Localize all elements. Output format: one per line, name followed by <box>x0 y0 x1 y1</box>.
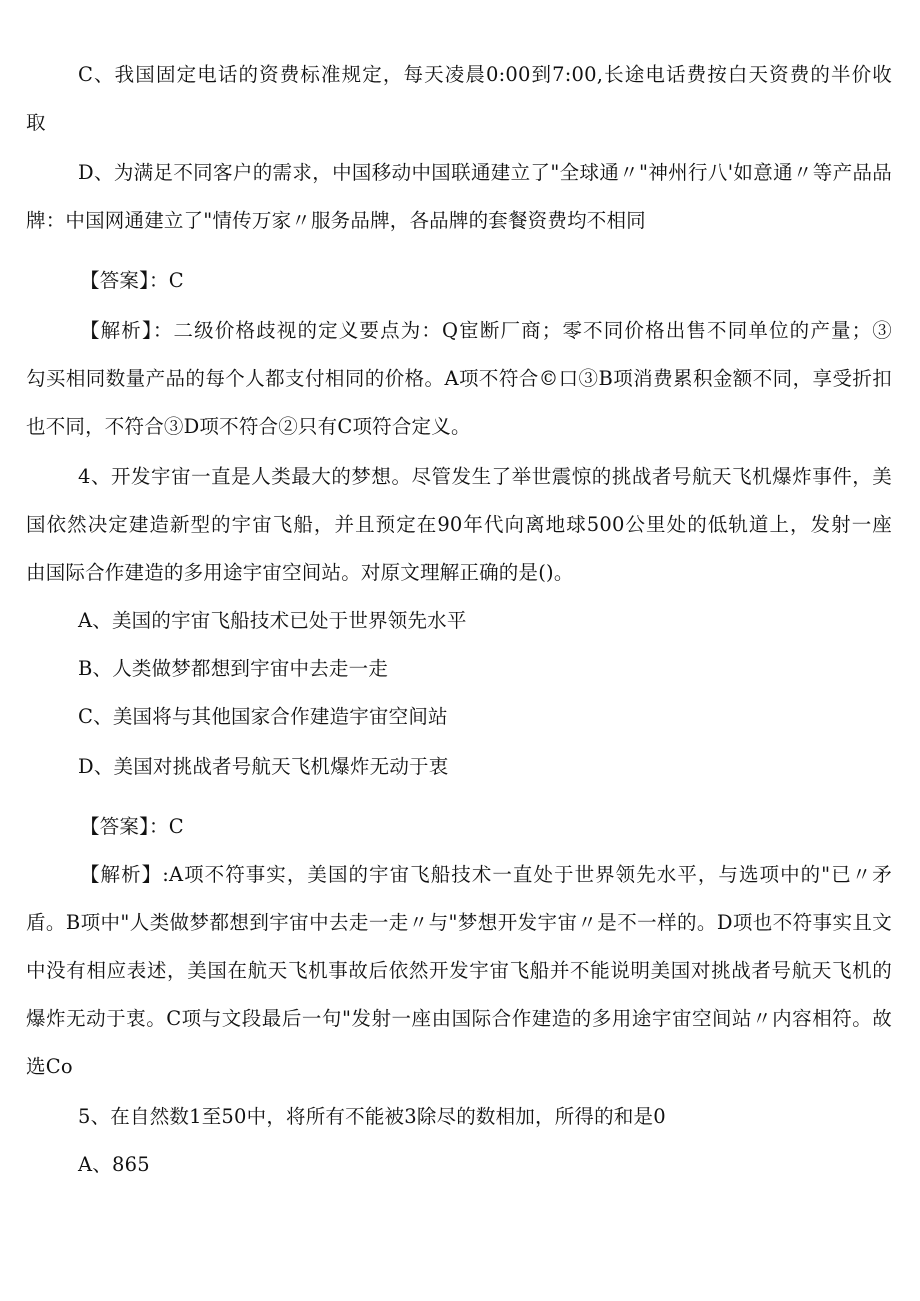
option-c-line-2: 取 <box>26 111 46 134</box>
analysis-1-line-3: 也不同，不符合③D项不符合②只有C项符合定义。 <box>26 415 471 438</box>
question-5-line-1: 5、在自然数1至50中，将所有不能被3除尽的数相加，所得的和是0 <box>78 1105 666 1128</box>
analysis-2-line-4: 爆炸无动于衷。C项与文段最后一句"发射一座由国际合作建造的多用途宇宙空间站〃内容相符。故 <box>26 1007 892 1030</box>
answer-label-2: 【答案】：C <box>80 815 184 838</box>
analysis-2-line-1: 【解析】:A项不符事实，美国的宇宙飞船技术一直处于世界领先水平，与选项中的"已〃矛 <box>80 863 892 886</box>
question-4-option-a: A、美国的宇宙飞船技术已处于世界领先水平 <box>78 609 467 632</box>
analysis-2-line-2: 盾。B项中"人类做梦都想到宇宙中去走一走〃与"梦想开发宇宙〃是不一样的。D项也不符事实且文 <box>26 911 892 934</box>
question-4-option-d: D、美国对挑战者号航天飞机爆炸无动于衷 <box>78 755 449 778</box>
question-4-option-c: C、美国将与其他国家合作建造宇宙空间站 <box>78 705 448 728</box>
question-4-option-b: B、人类做梦都想到宇宙中去走一走 <box>78 657 389 680</box>
analysis-1-line-1: 【解析】：二级价格歧视的定义要点为：Q宦断厂商；零不同价格出售不同单位的产量；③ <box>80 319 892 342</box>
analysis-2-line-3: 中没有相应表述，美国在航天飞机事故后依然开发宇宙飞船并不能说明美国对挑战者号航天飞机的 <box>26 959 892 982</box>
question-4-line-2: 国依然决定建造新型的宇宙飞船，并且预定在90年代向离地球500公里处的低轨道上，发射一座 <box>26 513 892 536</box>
question-4-line-1: 4、开发宇宙一直是人类最大的梦想。尽管发生了举世震惊的挑战者号航天飞机爆炸事件，美 <box>78 465 892 488</box>
analysis-2-line-5: 选Co <box>26 1055 73 1078</box>
answer-label-1: 【答案】：C <box>80 269 184 292</box>
option-d-line-1: D、为满足不同客户的需求，中国移动中国联通建立了"全球通〃"神州行八'如意通〃等产品品 <box>78 161 892 184</box>
option-d-line-2: 牌：中国网通建立了"情传万家〃服务品牌，各品牌的套餐资费均不相同 <box>26 209 646 232</box>
question-4-line-3: 由国际合作建造的多用途宇宙空间站。对原文理解正确的是()。 <box>26 561 574 584</box>
option-c-line-1: C、我国固定电话的资费标准规定，每天凌晨0:00到7:00,长途电话费按白天资费的半价收 <box>78 63 892 86</box>
analysis-1-line-2: 勾买相同数量产品的每个人都支付相同的价格。A项不符合©口③B项消费累积金额不同，享受折扣 <box>26 367 892 390</box>
question-5-option-a: A、865 <box>78 1153 150 1176</box>
